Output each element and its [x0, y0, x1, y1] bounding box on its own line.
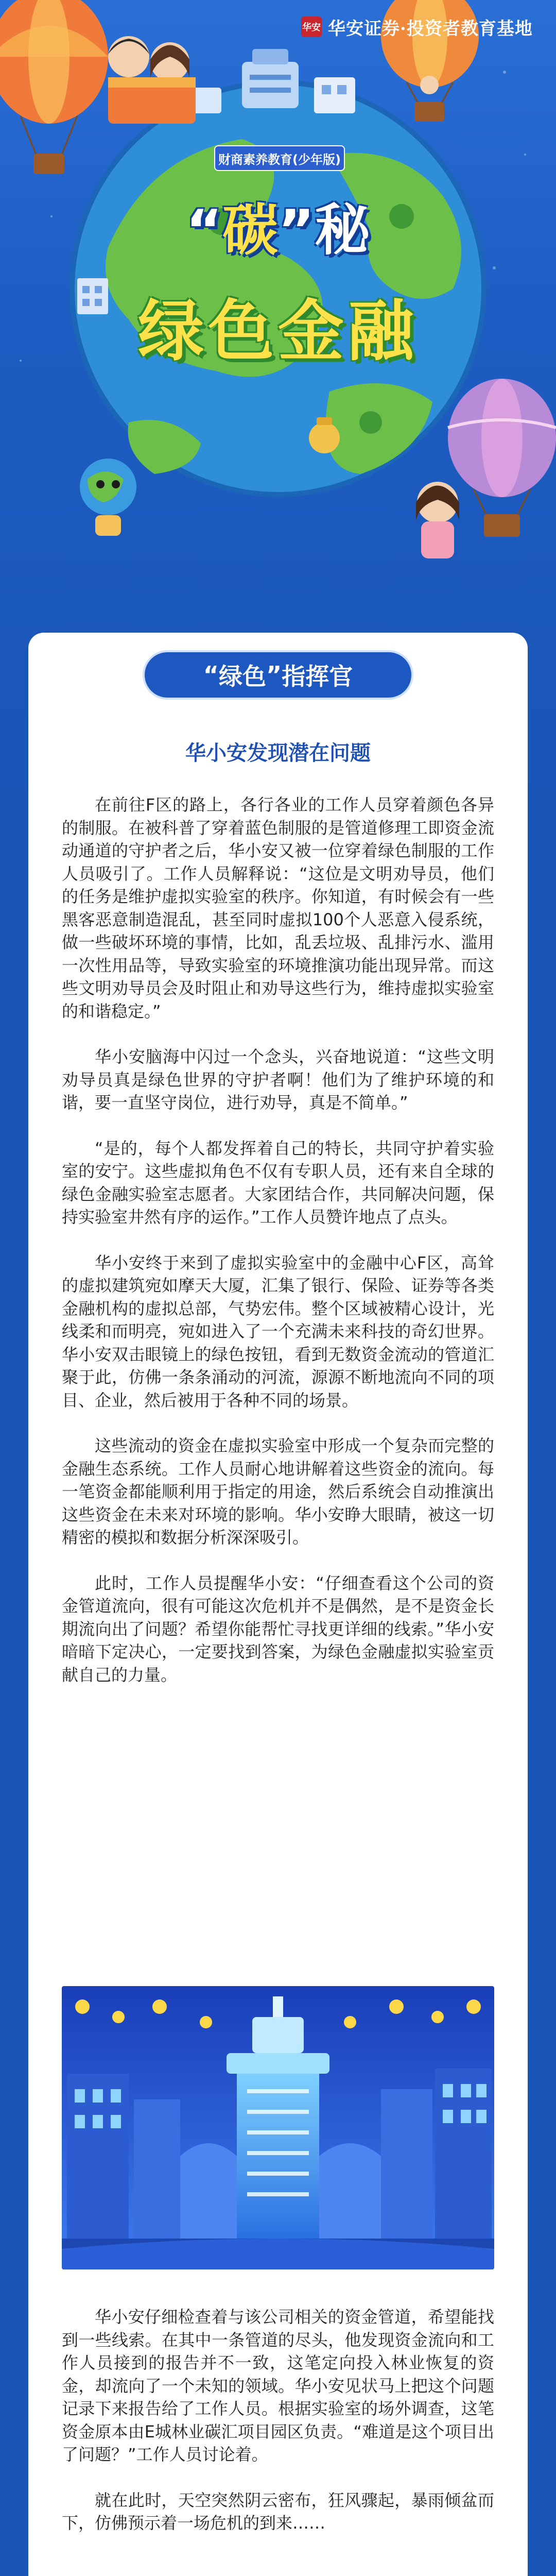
title-open-quote: “ — [186, 198, 222, 263]
story-paragraphs-after — [62, 2306, 494, 2557]
financial-center-illustration — [62, 1986, 494, 2269]
tag-close-quote: ” — [266, 661, 282, 689]
title-keyword: 碳 — [222, 198, 278, 263]
paragraph: 华小安仔细检查着与该公司相关的资金管道，希望能找到一些线索。在其中一条管道的尽头，他发现资金流向和工作人员接到的报告并不一致，这笔定向投入林业恢复的资金，却流向了一个未知的领域。华小安见状马上把这个问题记录下来报告给了工作人员。根据实验室的场外调查，这笔资金原本由E城林业碳汇项目园区负责。“难道是这个项目出了问题？”工作人员讨论着。 — [62, 2307, 494, 2464]
paragraph: 在前往F区的路上，各行各业的工作人员穿着颜色各异的制服。在被科普了穿着蓝色制服的是管道修理工即资金流动通道的守护者之后，华小安又被一位穿着绿色制服的工作人员吸引了。工作人员解释说：“这位是文明劝导员，他们的任务是维护虚拟实验室的秩序。你知道，有时候会有一些黑客恶意制造混乱，甚至同时虚拟100个人恶意入侵系统，做一些破坏环境的事情，比如，乱丢垃圾、乱排污水、滥用一次性用品等，导致实验室的环境推演功能出现异常。而这些文明劝导员会及时阻止和劝导这些行为，维持虚拟实验室的和谐稳定。” — [62, 795, 494, 1021]
title-rest: 秘 — [314, 198, 370, 263]
tag-rest: 指挥官 — [282, 663, 353, 690]
subtitle-badge: 财商素养教育(少年版) — [214, 145, 345, 171]
paragraph: 就在此时，天空突然阴云密布，狂风骤起，暴雨倾盆而下，仿佛预示着一场危机的到来…… — [62, 2490, 494, 2533]
title-close-quote: ” — [278, 198, 315, 263]
paragraph: 这些流动的资金在虚拟实验室中形成一个复杂而完整的金融生态系统。工作人员耐心地讲解着这些资金的流向。每一笔资金都能顺利用于指定的用途，然后系统会自动推演出这些资金在未来对环境的影响。华小安睁大眼睛，被这一切精密的模拟和数据分析深深吸引。 — [62, 1436, 494, 1547]
title-line-one — [0, 185, 556, 265]
paragraph: 华小安终于来到了虚拟实验室中的金融中心F区，高耸的虚拟建筑宛如摩天大厦，汇集了银行、保险、证券等各类金融机构的虚拟总部，气势宏伟。整个区域被精心设计，光线柔和而明亮，宛如进入了一个充满未来科技的奇幻世界。华小安双击眼镜上的绿色按钮，看到无数资金流动的管道汇聚于此，仿佛一条条涌动的河流，源源不断地流向不同的项目、企业，然后被用于各种不同的场景。 — [62, 1252, 494, 1410]
brand-name: 华安证券·投资者教育基地 — [328, 18, 533, 39]
balloon-right-bottom-icon — [448, 379, 556, 537]
paragraph: 华小安脑海中闪过一个念头，兴奋地说道：“这些文明劝导员真是绿色世界的守护者啊！他们为了维护环境的和谐，要一直坚守岗位，进行劝导，真是不简单。” — [62, 1047, 494, 1112]
brand-header — [301, 15, 543, 38]
tag-open-quote: “ — [203, 661, 219, 689]
balloon-left-icon — [0, 0, 108, 174]
mascot-icon — [80, 459, 136, 536]
card-tag — [143, 650, 413, 700]
section-title: 华小安发现潜在问题 — [185, 741, 371, 765]
title-line-two: 绿色金融 — [137, 293, 418, 370]
paragraph: “是的，每个人都发挥着自己的特长，共同守护着实验室的安宁。这些虚拟角色不仅有专职人员，还有来自全球的绿色金融实验室志愿者。大家团结合作，共同解决问题，保持实验室井然有序的运作。”工作人员赞许地点了点头。 — [62, 1138, 494, 1227]
brand-seal-logo: 华安 — [301, 16, 322, 37]
paragraph: 此时，工作人员提醒华小安：“仔细查看这个公司的资金管道流向，很有可能这次危机并不是偶然，是不是资金长期流向出了问题？希望你能帮忙寻找更详细的线索。”华小安暗暗下定决心，一定要找到答案，为绿色金融虚拟实验室贡献自己的力量。 — [62, 1573, 494, 1685]
kids-characters-icon — [108, 36, 196, 124]
tag-keyword: 绿色 — [219, 663, 266, 690]
girl-character-icon — [416, 482, 459, 558]
story-paragraphs — [62, 793, 494, 1709]
